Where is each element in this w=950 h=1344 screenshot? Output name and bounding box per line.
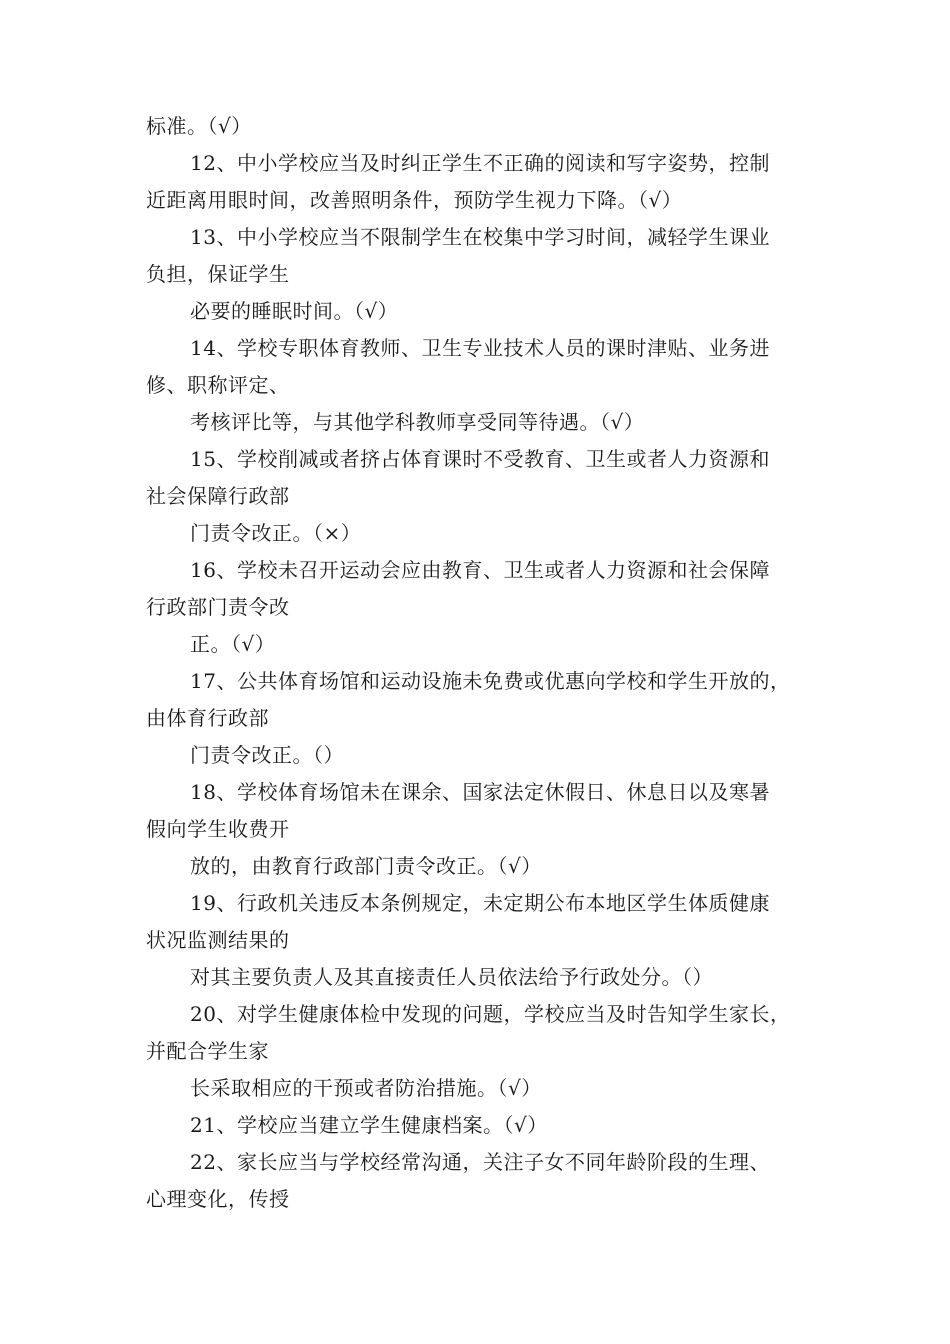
text-line: 18、学校体育场馆未在课余、国家法定休假日、休息日以及寒暑 xyxy=(190,780,770,804)
text-line: 由体育行政部 xyxy=(146,706,269,730)
text-line: 放的，由教育行政部门责令改正。（√） xyxy=(190,854,542,878)
text-line: 修、职称评定、 xyxy=(146,373,290,397)
text-line: 行政部门责令改 xyxy=(146,595,290,619)
text-line: 13、中小学校应当不限制学生在校集中学习时间，减轻学生课业 xyxy=(190,225,770,249)
text-line: 20、对学生健康体检中发现的问题，学校应当及时告知学生家长， xyxy=(190,1002,791,1026)
text-line: 社会保障行政部 xyxy=(146,484,290,508)
text-line: 正。（√） xyxy=(190,632,276,656)
text-line: 状况监测结果的 xyxy=(146,928,290,952)
text-line: 假向学生收费开 xyxy=(146,817,290,841)
text-line: 标准。（√） xyxy=(146,114,252,138)
text-line: 21、学校应当建立学生健康档案。（√） xyxy=(190,1113,548,1137)
text-line: 考核评比等，与其他学科教师享受同等待遇。（√） xyxy=(190,410,645,434)
text-line: 门责令改正。（） xyxy=(190,743,344,767)
text-line: 门责令改正。（×） xyxy=(190,521,362,545)
text-line: 并配合学生家 xyxy=(146,1039,269,1063)
text-line: 16、学校未召开运动会应由教育、卫生或者人力资源和社会保障 xyxy=(190,558,770,582)
text-line: 17、公共体育场馆和运动设施未免费或优惠向学校和学生开放的， xyxy=(190,669,791,693)
text-line: 19、行政机关违反本条例规定，未定期公布本地区学生体质健康 xyxy=(190,891,770,915)
text-line: 心理变化，传授 xyxy=(146,1187,290,1211)
text-line: 近距离用眼时间，改善照明条件，预防学生视力下降。（√） xyxy=(146,188,683,212)
text-line: 14、学校专职体育教师、卫生专业技术人员的课时津贴、业务进 xyxy=(190,336,770,360)
text-line: 长采取相应的干预或者防治措施。（√） xyxy=(190,1076,542,1100)
text-line: 15、学校削减或者挤占体育课时不受教育、卫生或者人力资源和 xyxy=(190,447,770,471)
text-line: 对其主要负责人及其直接责任人员依法给予行政处分。（） xyxy=(190,965,713,989)
text-line: 22、家长应当与学校经常沟通，关注子女不同年龄阶段的生理、 xyxy=(190,1150,770,1174)
text-line: 必要的睡眠时间。（√） xyxy=(190,299,399,323)
text-line: 负担，保证学生 xyxy=(146,262,290,286)
text-line: 12、中小学校应当及时纠正学生不正确的阅读和写字姿势，控制 xyxy=(190,151,770,175)
